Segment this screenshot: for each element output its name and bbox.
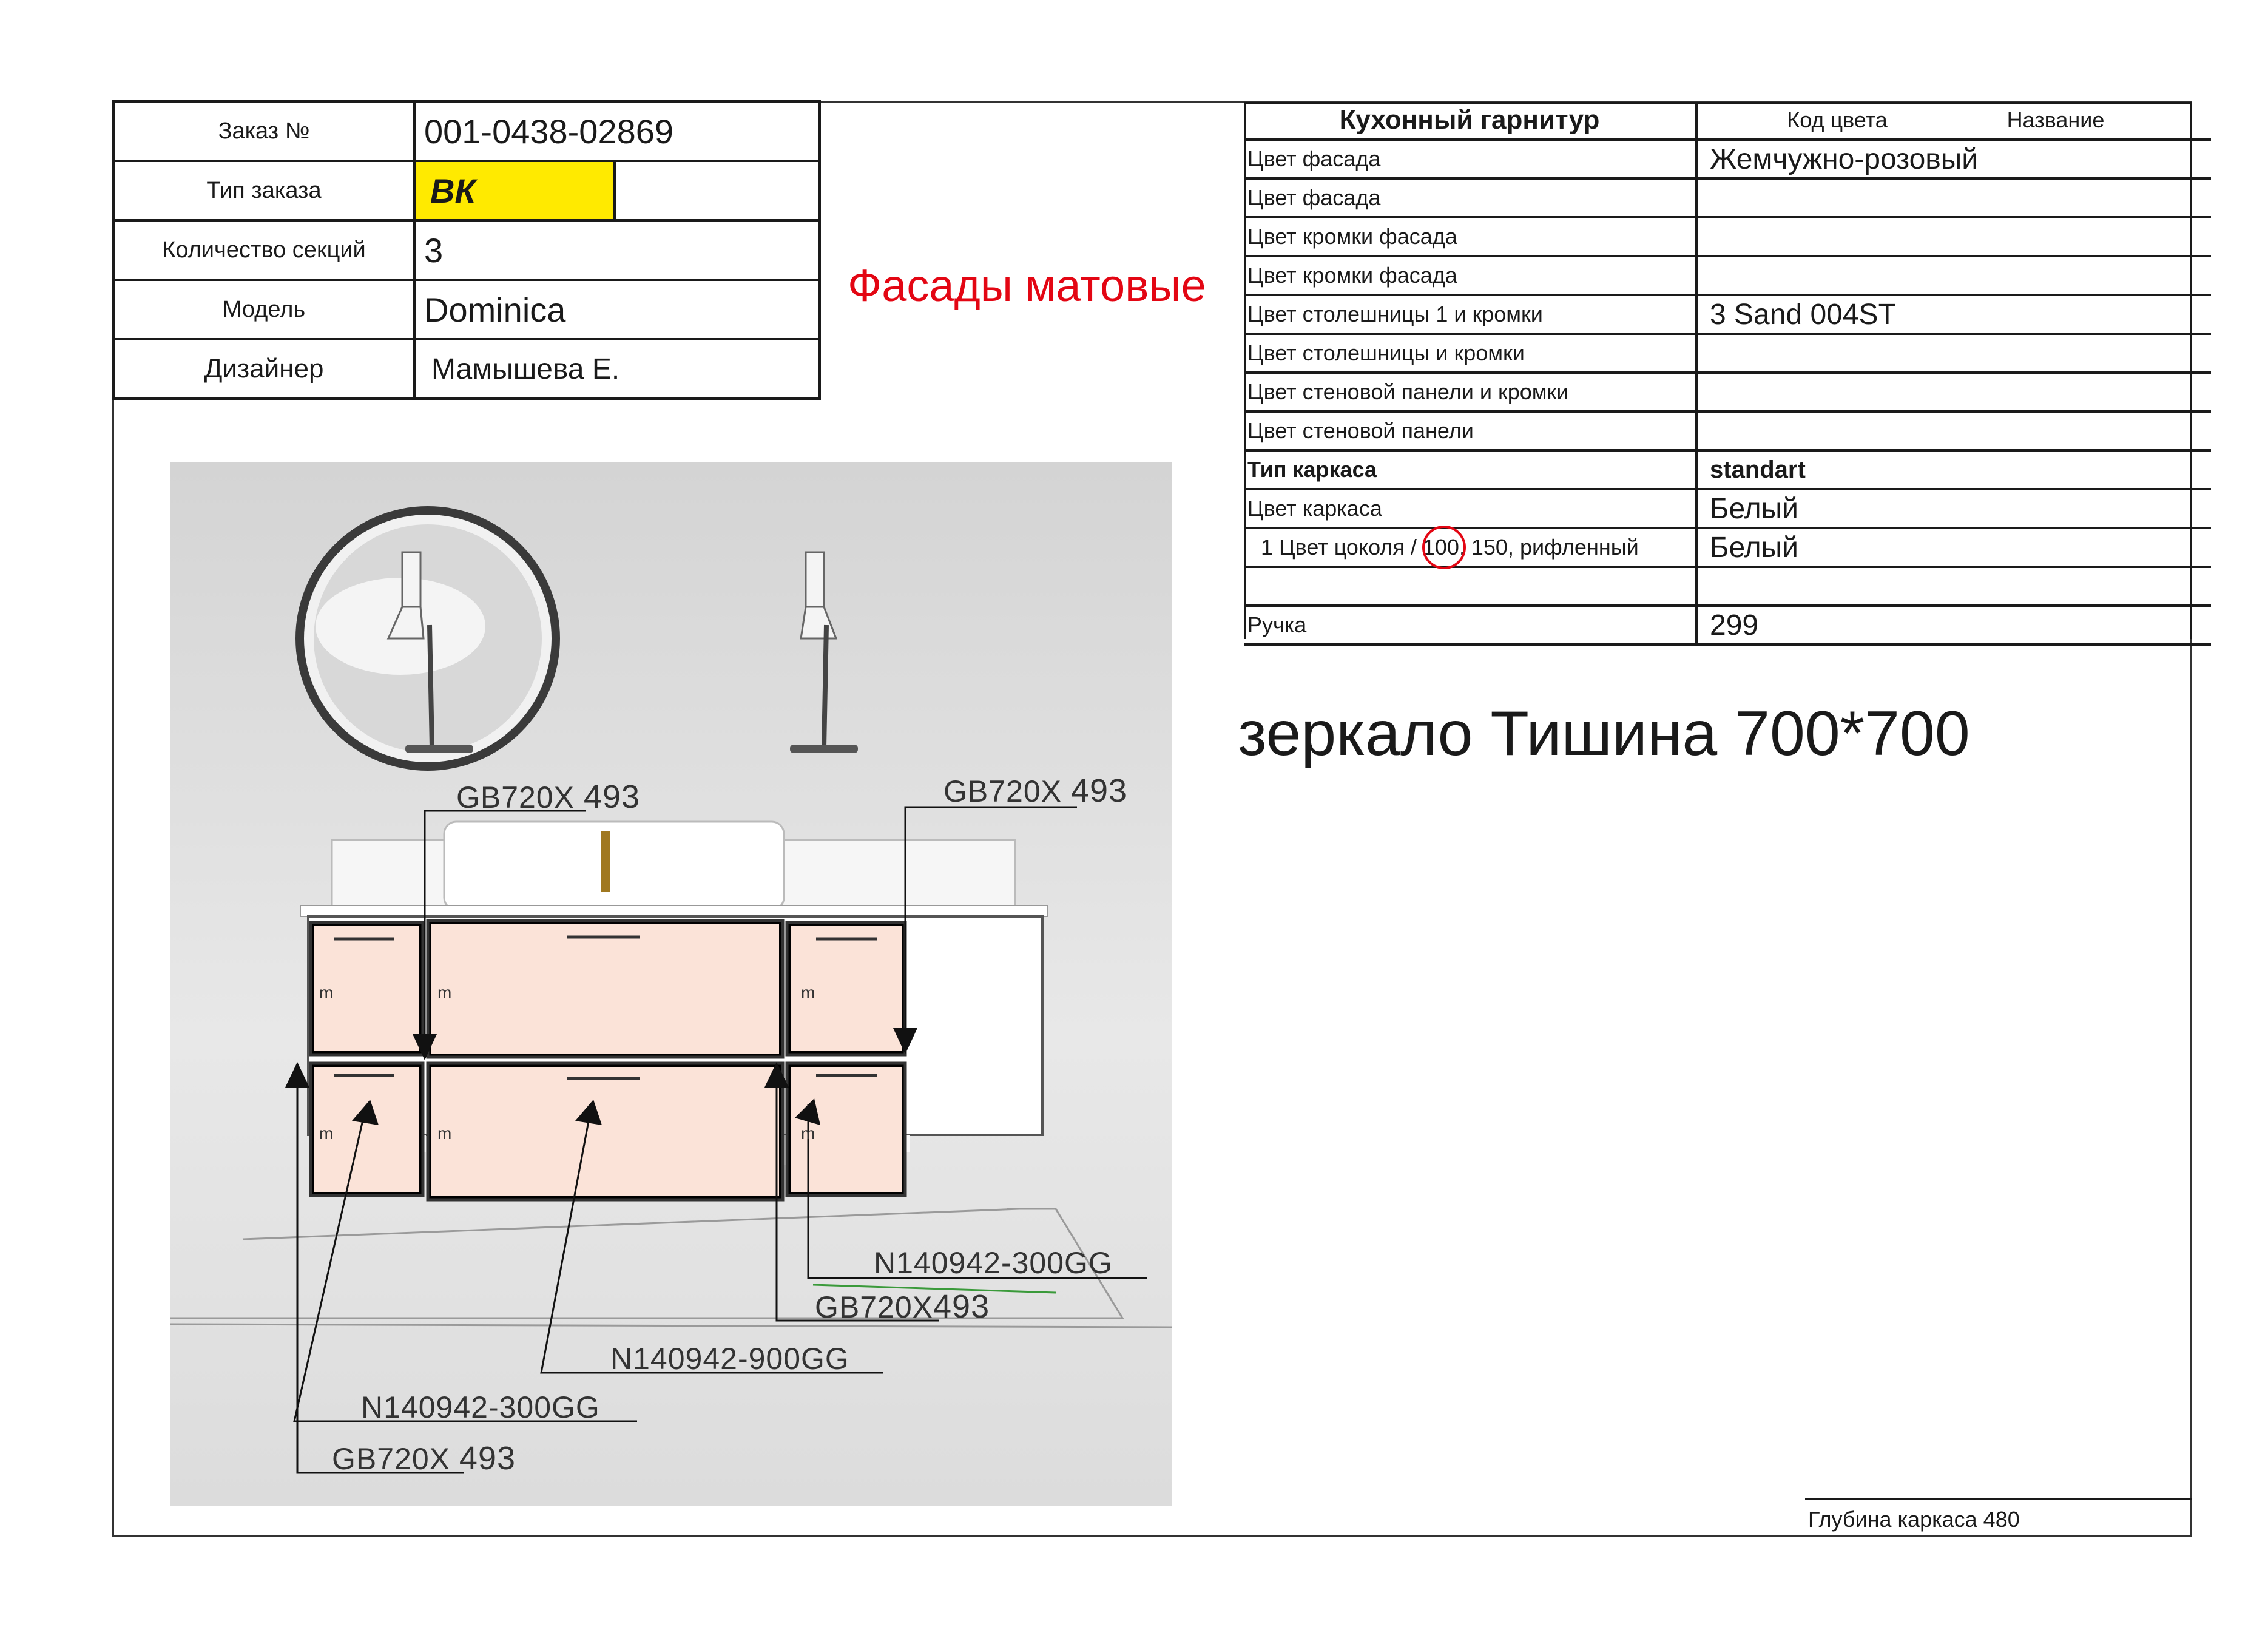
label-right-handle: N140942-300GG xyxy=(874,1246,1113,1280)
num-part: 493 xyxy=(459,1440,516,1477)
plinth-label: 1 Цвет цоколя / 100, 150, рифленный xyxy=(1261,535,1639,560)
spec-label: Цвет фасада xyxy=(1244,178,1696,217)
spec-label: Ручка xyxy=(1244,606,1696,644)
spec-label: Цвет фасада xyxy=(1244,140,1696,178)
spec-value xyxy=(1696,411,2211,450)
spec-row xyxy=(1244,567,2211,606)
order-type-label: Тип заказа xyxy=(113,161,414,220)
mirror-note: зеркало Тишина 700*700 xyxy=(1238,699,1970,769)
spec-title: Кухонный гарнитур xyxy=(1244,102,1696,140)
spec-label: Цвет каркаса xyxy=(1244,489,1696,528)
sections-value: 3 xyxy=(414,220,820,280)
sections-label: Количество секций xyxy=(113,220,414,280)
marker-m: m xyxy=(801,1124,816,1143)
spec-value xyxy=(1696,217,2211,256)
marker-m: m xyxy=(319,983,334,1002)
spec-row xyxy=(1244,528,2211,567)
order-table xyxy=(112,100,821,400)
marker-m: m xyxy=(437,1124,453,1143)
spec-value xyxy=(1696,178,2211,217)
marker-m: m xyxy=(437,983,453,1002)
code-part: GB720X xyxy=(332,1442,451,1476)
spec-value: Белый xyxy=(1696,489,2211,528)
label-center-handle: N140942-900GG xyxy=(610,1342,849,1376)
spec-header xyxy=(1244,102,2211,140)
label-left-handle: N140942-300GG xyxy=(361,1390,600,1424)
spec-value xyxy=(1696,256,2211,295)
spec-value: standart xyxy=(1696,450,2211,489)
spec-label: Цвет столешницы 1 и кромки xyxy=(1244,295,1696,334)
label-right-code xyxy=(815,1288,990,1325)
label-top-left xyxy=(456,778,640,816)
spec-table xyxy=(1244,102,2211,646)
furniture-render xyxy=(170,462,1172,1506)
spec-label: Тип каркаса xyxy=(1244,450,1696,489)
spec-row xyxy=(1244,489,2211,528)
spec-label: Цвет столешницы и кромки xyxy=(1244,334,1696,373)
code-part: GB720X xyxy=(943,774,1062,808)
circle-mark xyxy=(1422,526,1466,569)
spec-row xyxy=(1244,217,2211,256)
col-name: Название xyxy=(2006,107,2105,132)
num-part: 493 xyxy=(1070,773,1128,809)
spec-value: Жемчужно-розовый xyxy=(1696,140,2211,178)
label-top-right xyxy=(943,772,1127,810)
spec-row xyxy=(1244,450,2211,489)
spec-row xyxy=(1244,295,2211,334)
depth-note: Глубина каркаса 480 xyxy=(1808,1507,2020,1532)
order-number-value: 001-0438-02869 xyxy=(414,101,820,161)
facade-note: Фасады матовые xyxy=(848,260,1206,311)
order-number-label: Заказ № xyxy=(113,101,414,161)
spec-row xyxy=(1244,256,2211,295)
code-part: GB720X xyxy=(815,1290,934,1324)
spec-label xyxy=(1244,528,1696,567)
num-part: 493 xyxy=(583,779,641,815)
model-label: Модель xyxy=(113,280,414,339)
spec-value xyxy=(1696,567,2211,606)
spec-label: Цвет стеновой панели xyxy=(1244,411,1696,450)
label-left-code xyxy=(332,1439,516,1477)
countertop xyxy=(300,905,1048,916)
designer-value: Мамышева Е. xyxy=(414,339,820,399)
faucet xyxy=(601,831,610,892)
marker-m: m xyxy=(801,983,816,1002)
spec-value xyxy=(1696,373,2211,411)
right-lamp xyxy=(790,552,858,753)
spec-row xyxy=(1244,140,2211,178)
order-type-empty xyxy=(615,161,820,220)
spec-value: 3 Sand 004ST xyxy=(1696,295,2211,334)
sink xyxy=(444,822,784,910)
order-row xyxy=(113,339,820,399)
spec-value: 299 xyxy=(1696,606,2211,644)
spec-label xyxy=(1244,567,1696,606)
depth-line xyxy=(1805,1498,2192,1500)
order-row xyxy=(113,220,820,280)
spec-label: Цвет кромки фасада xyxy=(1244,256,1696,295)
spec-label: Цвет стеновой панели и кромки xyxy=(1244,373,1696,411)
spec-row xyxy=(1244,606,2211,644)
order-row xyxy=(113,161,820,220)
spec-value: Белый xyxy=(1696,528,2211,567)
col-code: Код цвета xyxy=(1787,107,1888,132)
spec-row xyxy=(1244,373,2211,411)
num-part: 493 xyxy=(933,1288,990,1325)
model-value: Dominica xyxy=(414,280,820,339)
order-row xyxy=(113,101,820,161)
spec-row xyxy=(1244,334,2211,373)
code-part: GB720X xyxy=(456,780,575,814)
marker-m: m xyxy=(319,1124,334,1143)
designer-label: Дизайнер xyxy=(113,339,414,399)
order-row xyxy=(113,280,820,339)
spec-columns xyxy=(1696,102,2211,140)
spec-row xyxy=(1244,178,2211,217)
spec-value xyxy=(1696,334,2211,373)
spec-label: Цвет кромки фасада xyxy=(1244,217,1696,256)
spec-row xyxy=(1244,411,2211,450)
order-type-value: ВК xyxy=(414,161,615,220)
